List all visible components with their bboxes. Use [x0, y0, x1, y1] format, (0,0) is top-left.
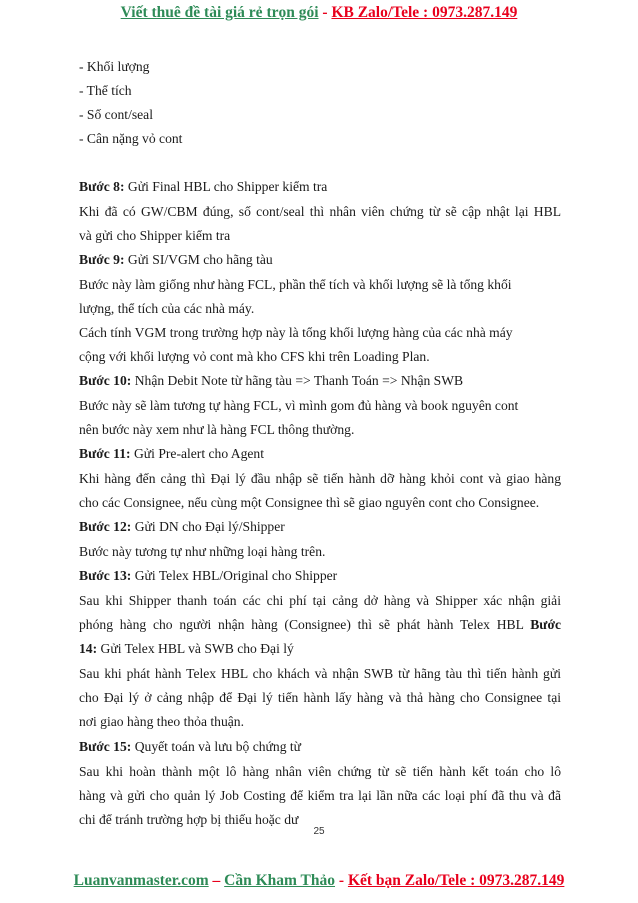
footer-link-author[interactable]: Cần Kham Thảo [224, 872, 336, 889]
step-10-heading [79, 372, 463, 390]
list-item: - Thể tích [79, 83, 132, 98]
list-item: - Khối lượng [79, 59, 150, 74]
step-label: Bước 9: [79, 252, 125, 267]
step-title: Nhận Debit Note từ hãng tàu => Thanh Toán => Nhận SWB [131, 373, 464, 388]
step-label: Bước [530, 617, 562, 632]
paragraph-line: cho các Consignee, nếu cùng một Consignee thì sẽ giao nguyên cont cho Consignee. [79, 495, 540, 510]
step-title: Gửi Pre-alert cho Agent [130, 446, 265, 461]
paragraph-line: cho Đại lý ở cảng nhập để Đại lý tiến hành lấy hàng và thả hàng cho Consignee tại [79, 690, 561, 705]
step-label: Bước 10: [79, 373, 132, 388]
paragraph-line: Khi đã có GW/CBM đúng, số cont/seal thì nhân viên chứng từ sẽ cập nhật lại HBL [79, 204, 561, 219]
step-11-heading [79, 445, 264, 463]
step-title: Quyết toán và lưu bộ chứng từ [131, 739, 302, 754]
step-9-heading [79, 251, 273, 269]
paragraph-line: chi để tránh trường hợp bị thiếu hoặc dư [79, 812, 299, 827]
footer-link-contact[interactable]: Kết bạn Zalo/Tele : 0973.287.149 [347, 872, 565, 889]
paragraph-line: Bước này sẽ làm tương tự hàng FCL, vì mình gom đủ hàng và book nguyên cont [79, 398, 519, 413]
list-item: - Số cont/seal [79, 107, 153, 122]
step-label: 14: [79, 641, 98, 656]
footer-separator: – [208, 872, 225, 889]
paragraph-line: Sau khi hoàn thành một lô hàng nhân viên chứng từ sẽ tiến hành kết toán cho lô [79, 764, 561, 779]
step-label: Bước 8: [79, 179, 125, 194]
page-number: 25 [313, 826, 325, 837]
paragraph-line: Sau khi Shipper thanh toán các chi phí tại cảng dở hàng và Shipper xác nhận giải [79, 593, 561, 608]
step-12-heading [79, 518, 285, 536]
step-label: Bước 11: [79, 446, 131, 461]
header-separator: - [318, 4, 332, 21]
header-link-service[interactable]: Viết thuê đề tài giá rẻ trọn gói [120, 4, 319, 21]
step-label: Bước 13: [79, 568, 132, 583]
page-footer-banner [0, 871, 638, 891]
footer-separator: - [335, 872, 348, 889]
list-item: - Cân nặng vỏ cont [79, 131, 183, 146]
step-15-heading [79, 738, 301, 756]
footer-link-website[interactable]: Luanvanmaster.com [73, 872, 209, 889]
step-13-heading [79, 567, 337, 585]
paragraph-line: Bước này tương tự như những loại hàng trên. [79, 544, 326, 559]
paragraph-line [79, 616, 561, 634]
paragraph-text: phóng hàng cho người nhận hàng (Consignee) thì sẽ phát hành Telex HBL [79, 617, 524, 632]
paragraph-line: lượng, thể tích của các nhà máy. [79, 301, 255, 316]
paragraph-line: Cách tính VGM trong trường hợp này là tổng khối lượng hàng của các nhà máy [79, 325, 513, 340]
page-header-banner [0, 3, 638, 23]
step-14-heading [79, 640, 294, 658]
paragraph-line: nên bước này xem như là hàng FCL thông thường. [79, 422, 355, 437]
step-8-heading [79, 178, 327, 196]
paragraph-line: hàng và gửi cho quản lý Job Costing để kiểm tra lại lần nữa các loại phí đã thu và đã [79, 788, 561, 803]
step-title: Gửi Final HBL cho Shipper kiểm tra [124, 179, 328, 194]
paragraph-line: và gửi cho Shipper kiểm tra [79, 228, 231, 243]
paragraph-line: cộng với khối lượng vỏ cont mà kho CFS khi trên Loading Plan. [79, 349, 430, 364]
step-label: Bước 15: [79, 739, 132, 754]
step-title: Gửi SI/VGM cho hãng tàu [124, 252, 273, 267]
paragraph-line: nơi giao hàng theo thỏa thuận. [79, 714, 244, 729]
header-link-contact[interactable]: KB Zalo/Tele : 0973.287.149 [331, 4, 518, 21]
paragraph-line: Sau khi phát hành Telex HBL cho khách và nhận SWB từ hãng tàu thì tiến hành gửi [79, 666, 561, 681]
step-title: Gửi Telex HBL và SWB cho Đại lý [97, 641, 294, 656]
paragraph-line: Bước này làm giống như hàng FCL, phần thể tích và khối lượng sẽ là tổng khối [79, 277, 512, 292]
step-title: Gửi Telex HBL/Original cho Shipper [131, 568, 338, 583]
step-title: Gửi DN cho Đại lý/Shipper [131, 519, 285, 534]
paragraph-line: Khi hàng đến cảng thì Đại lý đầu nhập sẽ tiến hành dỡ hàng khỏi cont và giao hàng [79, 471, 561, 486]
step-label: Bước 12: [79, 519, 132, 534]
